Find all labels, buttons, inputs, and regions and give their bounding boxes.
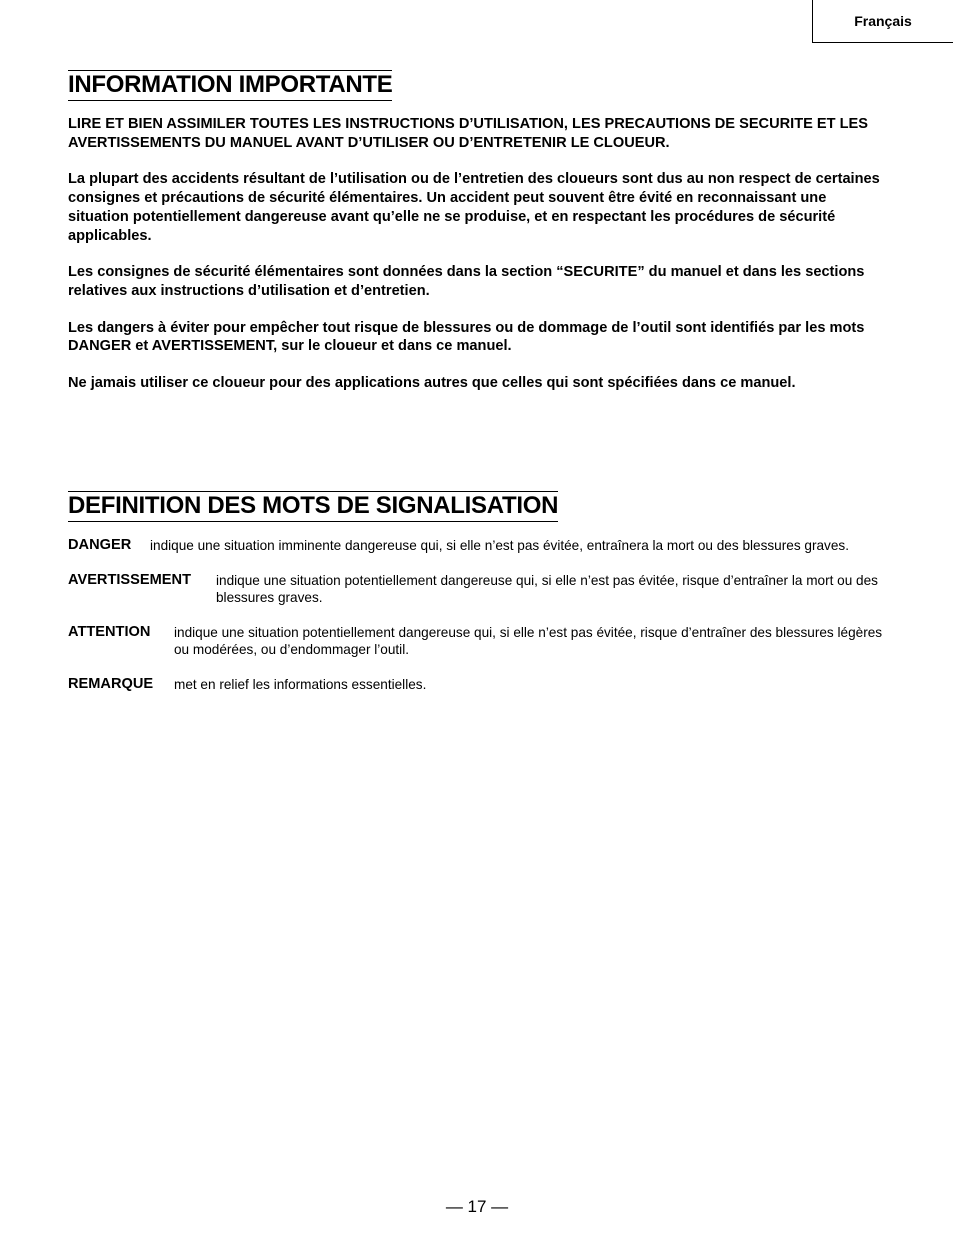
definition-row-remarque [68, 675, 883, 694]
definition-text: indique une situation imminente dangereuse qui, si elle n’est pas évitée, entraînera la mort ou des blessures graves. [150, 538, 849, 553]
definition-text: indique une situation potentiellement dangereuse qui, si elle n’est pas évitée, risque d’entraîner la mort ou des blessures graves. [216, 572, 878, 605]
info-paragraph-2: La plupart des accidents résultant de l’utilisation ou de l’entretien des cloueurs sont dus au non respect de certaines consignes et précautions de sécurité élémentaires. Un accident peut souvent être évité en reconnaissant une situation potentiellement dangereuse avant qu’elle ne se produise, et en respectant les procédures de sécurité applicables. [68, 171, 880, 244]
definition-row-avertissement [68, 571, 883, 607]
definition-term: REMARQUE [68, 675, 154, 692]
section-title-important-information: INFORMATION IMPORTANTE [68, 70, 392, 101]
info-paragraph-4: Les dangers à éviter pour empêcher tout risque de blessures ou de dommage de l’outil sont identifiés par les mots DANGER et AVERTISSEMENT, sur le cloueur et dans ce manuel. [68, 319, 865, 355]
info-paragraph-5: Ne jamais utiliser ce cloueur pour des applications autres que celles qui sont spécifiées dans ce manuel. [68, 375, 796, 392]
definition-row-danger [68, 536, 883, 555]
language-tab: Français [812, 0, 953, 43]
section-title-signal-words: DEFINITION DES MOTS DE SIGNALISATION [68, 491, 558, 522]
definition-text: met en relief les informations essentielles. [174, 676, 427, 692]
definition-term: ATTENTION [68, 623, 151, 640]
definition-term: DANGER [68, 537, 132, 553]
definition-text: indique une situation potentiellement dangereuse qui, si elle n’est pas évitée, risque d’entraîner des blessures légères ou modérées, ou d’endommager l’outil. [174, 624, 883, 657]
info-paragraph-3: Les consignes de sécurité élémentaires sont données dans la section “SECURITE” du manuel et dans les sections relatives aux instructions d’utilisation et d’entretien. [68, 264, 865, 299]
definition-term: AVERTISSEMENT [68, 571, 191, 588]
info-paragraph-1: LIRE ET BIEN ASSIMILER TOUTES LES INSTRUCTIONS D’UTILISATION, LES PRECAUTIONS DE SECURITE ET LES AVERTISSEMENTS DU MANUEL AVANT D’UTILISER OU D’ENTRETENIR LE CLOUEUR. [68, 116, 869, 151]
signal-word-definitions [68, 536, 883, 709]
definition-row-attention [68, 623, 883, 659]
page-number: — 17 — [445, 1197, 509, 1216]
important-information-body [68, 115, 883, 411]
